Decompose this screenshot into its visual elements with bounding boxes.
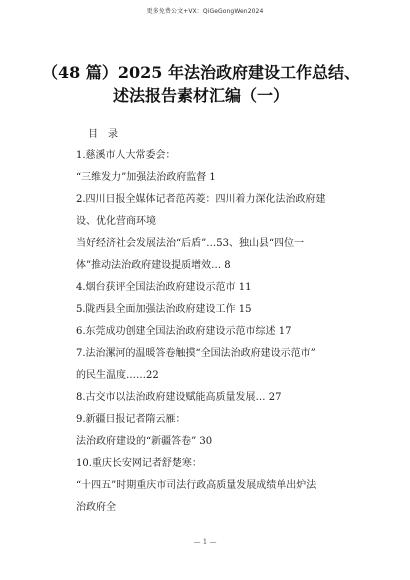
toc-line: 治政府全 [76,502,116,513]
toc-line: 10.重庆长安网记者舒楚寒： [76,458,202,469]
toc-line: 9.新疆日报记者隋云雁： [76,414,186,425]
toc-heading: 目 录 [88,129,118,140]
toc-line: 体”推动法治政府建设提质增效… 8 [76,260,231,271]
toc-line: 2.四川日报全媒体记者范芮菱：四川着力深化法治政府建 [76,194,326,205]
toc-line: 8.古交市以法治政府建设赋能高质量发展… 27 [76,392,282,403]
toc-line: 的民生温度……22 [76,370,159,381]
toc-line: 6.东莞成功创建全国法治政府建设示范市综述 17 [76,326,292,337]
toc-line: 当好经济社会发展法治“后盾”…53、独山县“四位一 [76,238,305,249]
toc-line: “十四五”时期重庆市司法行政高质量发展成绩单出炉法 [76,480,317,491]
document-title-line-2: 述法报告素材汇编（一） [113,86,290,105]
toc-line: 1.慈溪市人大常委会： [76,150,176,161]
toc-line: 法治政府建设的“新疆答卷” 30 [76,436,213,447]
toc-line: “三维发力”加强法治政府监督 1 [76,172,216,183]
toc-line: 设、优化营商环境 [76,216,156,227]
document-title-line-1: （48 篇）2025 年法治政府建设工作总结、 [42,63,360,82]
page-number: — 1 — [193,538,217,546]
toc-line: 5.陇西县全面加强法治政府建设工作 15 [76,304,252,315]
page-header: 更多免费公文+VX：QiGeGongWen2024 [146,8,264,15]
toc-line: 7.法治漯河的温暖答卷触摸“全国法治政府建设示范市” [76,348,316,359]
toc-line: 4.烟台获评全国法治政府建设示范市 11 [76,282,252,293]
